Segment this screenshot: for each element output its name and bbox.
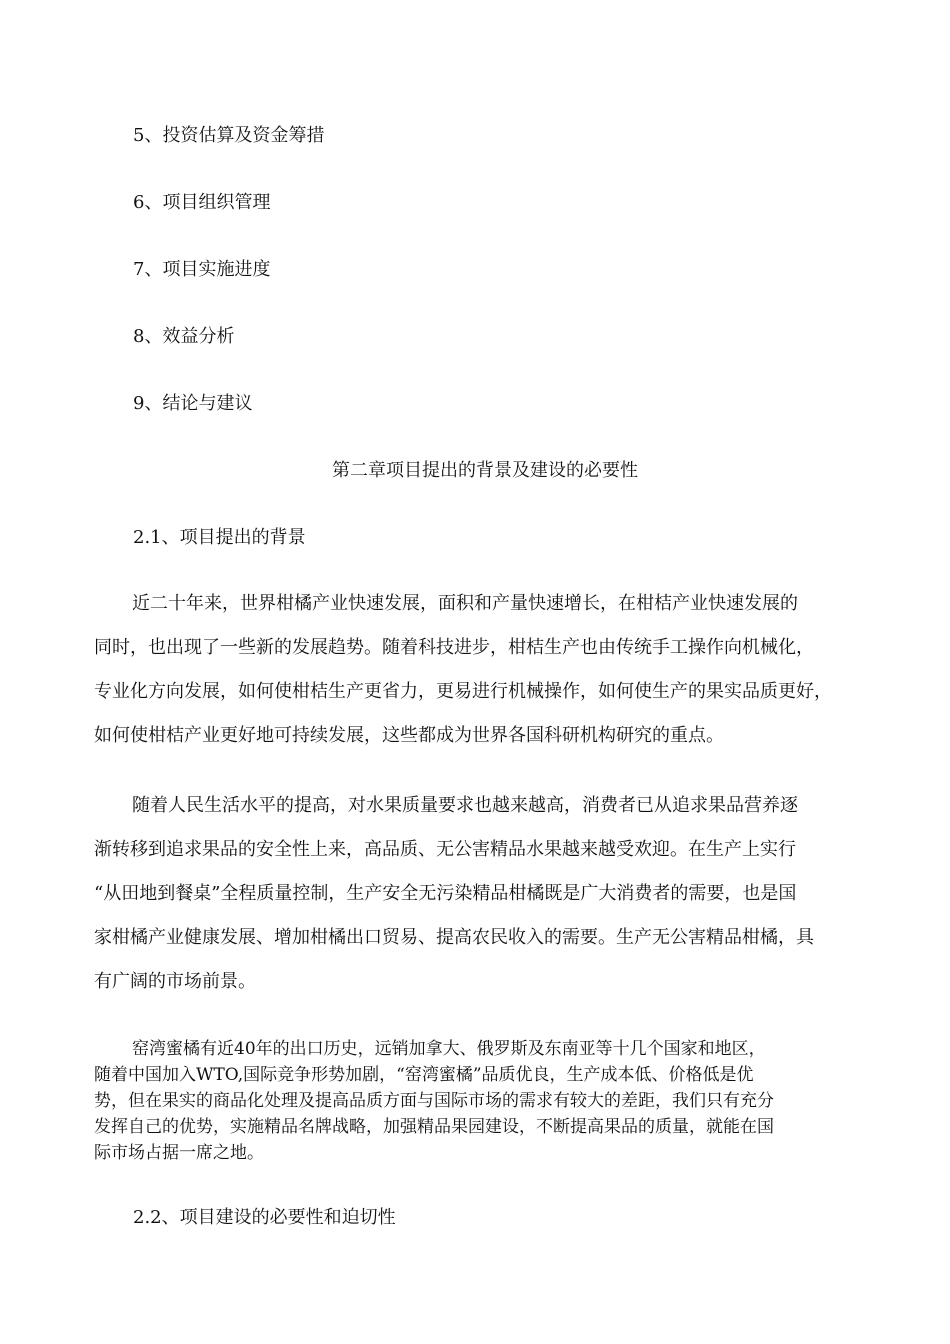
paragraph-background-3 — [94, 1036, 864, 1166]
chapter-title: 第二章项目提出的背景及建设的必要性 — [332, 460, 638, 481]
paragraph-line: 如何使柑桔产业更好地可持续发展，这些都成为世界各国科研机构研究的重点。 — [94, 725, 724, 746]
paragraph-line: “从田地到餐桌”全程质量控制，生产安全无污染精品柑橘既是广大消费者的需要，也是国 — [94, 883, 797, 904]
toc-item-5: 5、投资估算及资金筹措 — [133, 125, 325, 146]
toc-item-8: 8、效益分析 — [133, 326, 235, 347]
paragraph-line: 专业化方向发展，如何使柑桔生产更省力，更易进行机械操作，如何使生产的果实品质更好， — [94, 681, 832, 702]
toc-item-6: 6、项目组织管理 — [133, 192, 271, 213]
paragraph-line: 发挥自己的优势，实施精品名牌战略，加强精品果园建设，不断提高果品的质量，就能在国 — [94, 1117, 774, 1137]
toc-item-9: 9、结论与建议 — [133, 393, 253, 414]
paragraph-line: 近二十年来，世界柑橘产业快速发展，面积和产量快速增长，在柑桔产业快速发展的 — [132, 593, 798, 614]
paragraph-line: 同时，也出现了一些新的发展趋势。随着科技进步，柑桔生产也由传统手工操作向机械化， — [94, 637, 814, 658]
paragraph-background-1 — [94, 582, 864, 758]
paragraph-line: 有广阔的市场前景。 — [94, 971, 256, 992]
paragraph-line: 家柑橘产业健康发展、增加柑橘出口贸易、提高农民收入的需要。生产无公害精品柑橘，具 — [94, 927, 814, 948]
paragraph-line: 势，但在果实的商品化处理及提高品质方面与国际市场的需求有较大的差距，我们只有充分 — [94, 1091, 774, 1111]
paragraph-background-2 — [94, 784, 864, 1004]
paragraph-line: 随着中国加入WTO,国际竞争形势加剧，“窑湾蜜橘”品质优良，生产成本低、价格低是优 — [94, 1065, 754, 1085]
section-heading-2-1: 2.1、项目提出的背景 — [133, 527, 306, 548]
paragraph-line: 窑湾蜜橘有近40年的出口历史，远销加拿大、俄罗斯及东南亚等十几个国家和地区， — [132, 1039, 766, 1059]
section-heading-2-2: 2.2、项目建设的必要性和迫切性 — [133, 1207, 396, 1228]
toc-item-7: 7、项目实施进度 — [133, 259, 271, 280]
paragraph-line: 渐转移到追求果品的安全性上来，高品质、无公害精品水果越来越受欢迎。在生产上实行 — [94, 839, 796, 860]
paragraph-line: 际市场占据一席之地。 — [94, 1143, 264, 1163]
paragraph-line: 随着人民生活水平的提高，对水果质量要求也越来越高，消费者已从追求果品营养逐 — [132, 795, 798, 816]
